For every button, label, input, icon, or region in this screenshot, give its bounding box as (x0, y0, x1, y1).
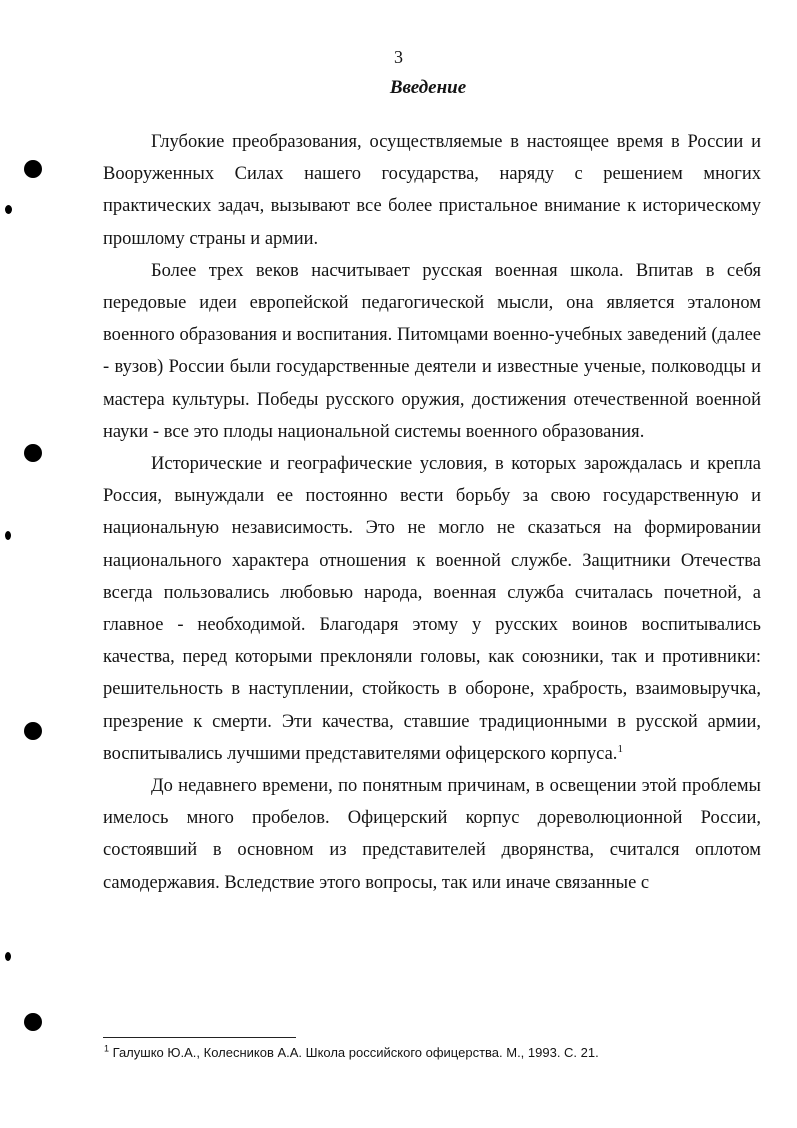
paragraph-2 (103, 255, 761, 448)
footnote-reference: 1 (617, 742, 623, 755)
footnote-separator (103, 1037, 296, 1038)
paragraph-1 (103, 126, 761, 255)
paragraph-3 (103, 448, 761, 770)
paragraph-2-text: Более трех веков насчитывает русская военная школа. Впитав в себя передовые идеи европейской педагогической мысли, она является эталоном военного образования и воспитания. Питомцами военно-учебных заведений (далее - вузов) России были государственные деятели и известные ученые, полководцы и мастера культуры. Победы русского оружия, достижения отечественной военной науки - все это плоды национальной системы военного образования. (103, 260, 761, 442)
punch-hole-2 (5, 205, 12, 214)
punch-hole-7 (24, 1013, 42, 1031)
paragraph-1-text: Глубокие преобразования, осуществляемые в настоящее время в России и Вооруженных Силах нашего государства, наряду с решением многих практических задач, вызывают все более пристальное внимание к историческому прошлому страны и армии. (103, 132, 761, 249)
punch-hole-5 (24, 722, 42, 740)
paragraph-4 (103, 770, 761, 899)
footnote (104, 1044, 764, 1062)
body-text (103, 126, 761, 899)
punch-hole-1 (24, 160, 42, 178)
page-number: 3 (394, 47, 403, 67)
punch-hole-4 (5, 531, 11, 540)
punch-hole-3 (24, 444, 42, 462)
paragraph-4-text: До недавнего времени, по понятным причинам, в освещении этой проблемы имелось много пробелов. Офицерский корпус дореволюционной России, состоявший в основном из представителей дворянства, считался оплотом самодержавия. Вследствие этого вопросы, так или иначе связанные с (103, 776, 761, 893)
page-title: Введение (389, 77, 467, 98)
punch-hole-6 (5, 952, 11, 961)
paragraph-3-text: Исторические и географические условия, в которых зарождалась и крепла Россия, вынуждали ее постоянно вести борьбу за свою государственную и национальную независимость. Это не могло не сказаться на формировании национального характера отношения к военной службе. Защитники Отечества всегда пользовались любовью народа, военная служба считалась почетной, а главное - необходимой. Благодаря этому у русских воинов воспитывались качества, перед которыми преклоняли головы, как союзники, так и противники: решительность в наступлении, стойкость в обороне, храбрость, взаимовыручка, презрение к смерти. Эти качества, ставшие традиционными в русской армии, воспитывались лучшими представителями офицерского корпуса. (103, 454, 761, 764)
footnote-text: Галушко Ю.А., Колесников А.А. Школа российского офицерства. М., 1993. С. 21. (112, 1045, 599, 1060)
footnote-number: 1 (104, 1043, 110, 1054)
